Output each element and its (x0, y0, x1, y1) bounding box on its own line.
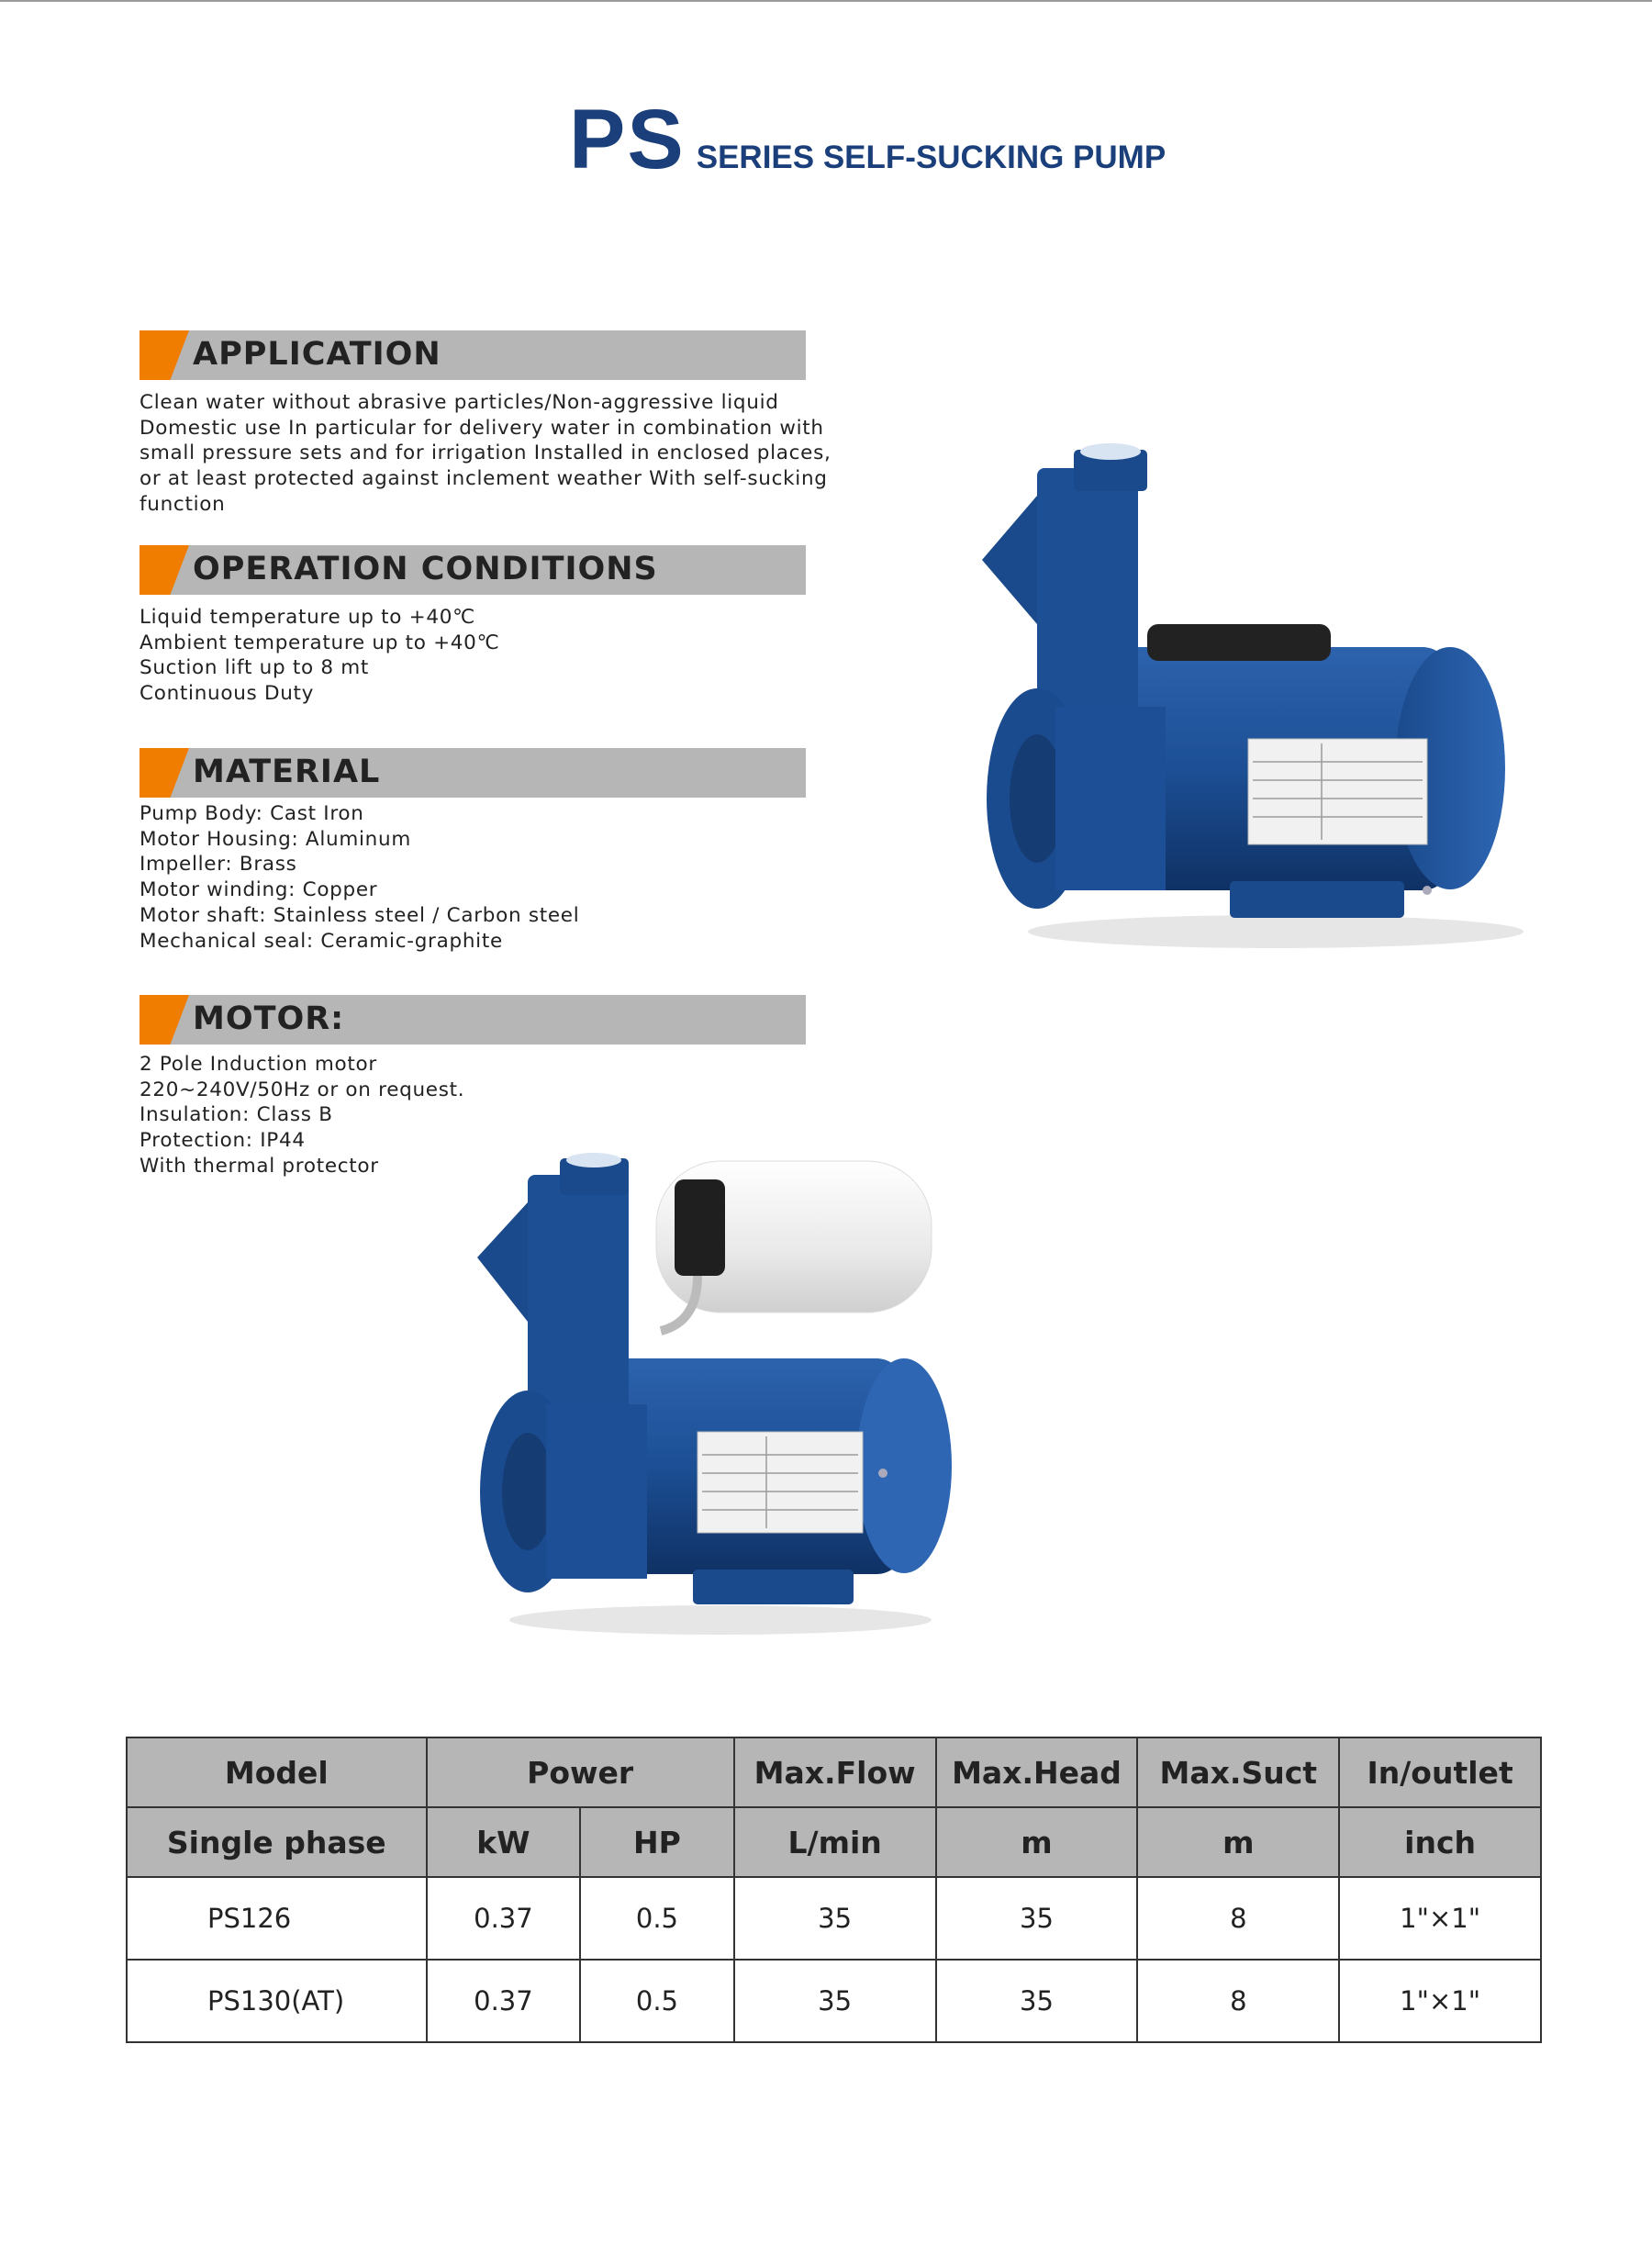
pump-with-pressure-tank-image (473, 1147, 954, 1643)
cell-model: PS130(AT) (127, 1960, 427, 2042)
unit-m-suct: m (1137, 1807, 1339, 1877)
unit-hp: HP (580, 1807, 734, 1877)
spec-table (126, 1737, 1542, 2043)
text-line: Continuous Duty (140, 682, 315, 706)
header-max-head: Max.Head (936, 1737, 1138, 1807)
section-title: APPLICATION (193, 336, 441, 373)
unit-m-head: m (936, 1807, 1138, 1877)
text-line: or at least protected against inclement weather With self-sucking (140, 467, 828, 491)
title-series-code: PS (569, 93, 686, 186)
text-line: Suction lift up to 8 mt (140, 656, 370, 680)
orange-flag-marker (140, 545, 189, 595)
text-line: Clean water without abrasive particles/Non-aggressive liquid (140, 391, 779, 414)
cell-suct: 8 (1137, 1960, 1339, 2042)
cell-flow: 35 (734, 1960, 936, 2042)
cell-hp: 0.5 (580, 1877, 734, 1960)
orange-flag-marker (140, 995, 189, 1045)
page-title (569, 92, 1166, 188)
text-line: function (140, 492, 226, 516)
table-unit-row (127, 1807, 1541, 1877)
table-row (127, 1960, 1541, 2042)
text-line: With thermal protector (140, 1154, 379, 1178)
unit-inch: inch (1339, 1807, 1541, 1877)
header-model: Model (127, 1737, 427, 1807)
text-line: Motor shaft: Stainless steel / Carbon steel (140, 903, 580, 927)
text-line: 220~240V/50Hz or on request. (140, 1078, 465, 1101)
table-row (127, 1877, 1541, 1960)
self-sucking-pump-image (973, 431, 1533, 964)
text-line: Domestic use In particular for delivery water in combination with (140, 416, 824, 440)
text-line: Mechanical seal: Ceramic-graphite (140, 929, 503, 953)
cell-hp: 0.5 (580, 1960, 734, 2042)
cell-kw: 0.37 (427, 1960, 581, 2042)
orange-flag-marker (140, 748, 189, 798)
section-header-material (140, 748, 806, 798)
table-header-row (127, 1737, 1541, 1807)
orange-flag-marker (140, 330, 189, 380)
title-series-name: SERIES SELF-SUCKING PUMP (696, 140, 1166, 175)
text-line: Protection: IP44 (140, 1129, 306, 1153)
unit-l-min: L/min (734, 1807, 936, 1877)
section-body-application (140, 390, 837, 518)
text-line: small pressure sets and for irrigation Installed in enclosed places, (140, 441, 832, 465)
section-header-motor (140, 995, 806, 1045)
text-line: Liquid temperature up to +40℃ (140, 606, 476, 629)
section-body-material (140, 801, 837, 954)
section-header-operation-conditions (140, 545, 806, 595)
unit-single-phase: Single phase (127, 1807, 427, 1877)
section-title: MATERIAL (193, 754, 381, 790)
cell-in-outlet: 1"×1" (1339, 1877, 1541, 1960)
text-line: Pump Body: Cast Iron (140, 802, 364, 825)
section-header-application (140, 330, 806, 380)
top-border-line (0, 0, 1652, 2)
text-line: Impeller: Brass (140, 853, 297, 877)
text-line: Ambient temperature up to +40℃ (140, 631, 500, 654)
cell-head: 35 (936, 1877, 1138, 1960)
header-power: Power (427, 1737, 734, 1807)
text-line: Insulation: Class B (140, 1103, 333, 1127)
section-title: OPERATION CONDITIONS (193, 551, 658, 587)
text-line: Motor Housing: Aluminum (140, 827, 411, 851)
section-title: MOTOR: (193, 1000, 345, 1037)
cell-in-outlet: 1"×1" (1339, 1960, 1541, 2042)
cell-model: PS126 (127, 1877, 427, 1960)
cell-kw: 0.37 (427, 1877, 581, 1960)
header-in-outlet: In/outlet (1339, 1737, 1541, 1807)
cell-flow: 35 (734, 1877, 936, 1960)
cell-head: 35 (936, 1960, 1138, 2042)
unit-kw: kW (427, 1807, 581, 1877)
text-line: Motor winding: Copper (140, 878, 378, 902)
header-max-suct: Max.Suct (1137, 1737, 1339, 1807)
text-line: 2 Pole Induction motor (140, 1053, 377, 1076)
header-max-flow: Max.Flow (734, 1737, 936, 1807)
cell-suct: 8 (1137, 1877, 1339, 1960)
section-body-operation-conditions (140, 605, 837, 707)
